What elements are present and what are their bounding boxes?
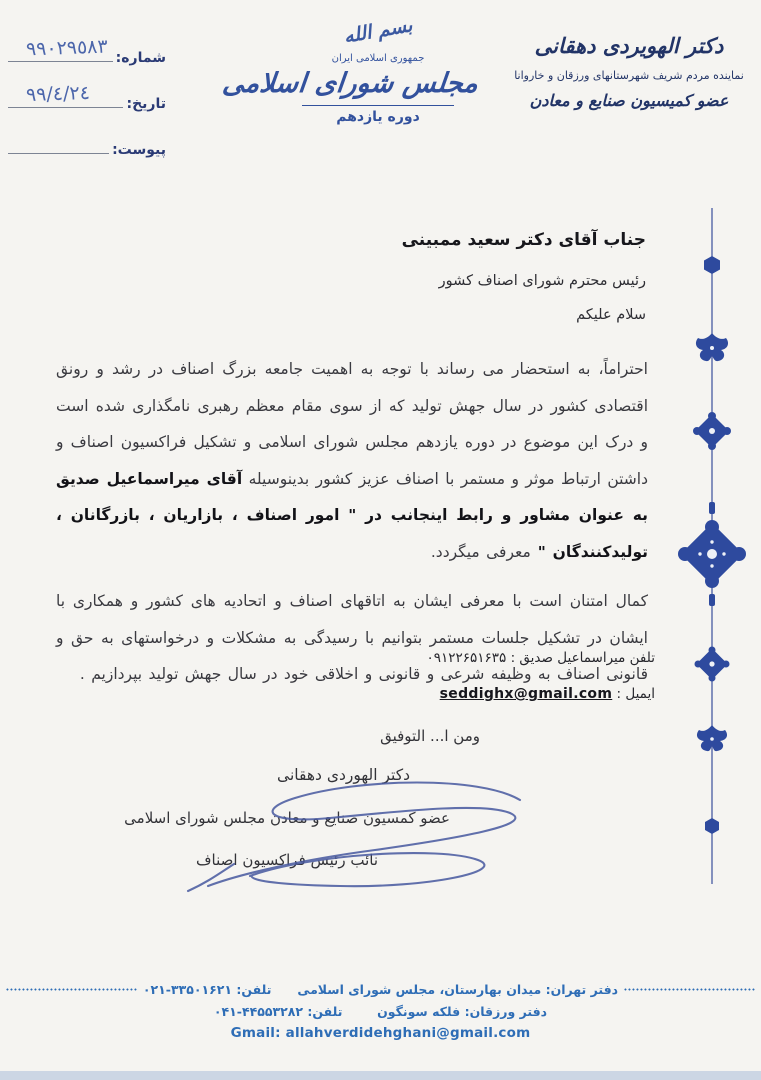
ornament-medallion-icon xyxy=(693,412,731,450)
body-p1-closing-text: معرفی میگردد. xyxy=(430,542,531,561)
letter-body xyxy=(56,351,648,693)
margin-ornament-column xyxy=(677,198,747,888)
recipient-block xyxy=(402,230,646,323)
scan-edge-band xyxy=(0,1071,761,1080)
footer-varzaqan-phone: ۰۴۱-۴۴۵۵۳۲۸۲ xyxy=(213,1004,303,1019)
sender-title-representative: نماینده مردم شریف شهرستانهای ورزقان و خاروانا xyxy=(514,69,744,82)
handwritten-signature xyxy=(160,772,550,897)
footer-varzaqan-phone-label: تلفن: xyxy=(307,1004,343,1019)
signature-stroke-tail xyxy=(188,864,234,891)
sender-letterhead xyxy=(503,34,755,110)
letter-number-value: ٩٩٠٢٩٥٨٣ xyxy=(25,35,108,61)
footer-tehran-line xyxy=(0,982,761,997)
body-p1-text: احتراماً، به استحضار می رساند با توجه به اهمیت جامعه بزرگ اصناف در رشد و رونق اقتصادی کشور در سال جهش تولید که از سوی مقام معظم رهبری نامگذاری شده است و درک این موضوع در دوره یازدهم مجلس شورای اسلامی و تشکیل فراکسیون اصناف و داشتن ارتباط موثر و مستمر با اصناف عزیز کشور بدینوسیله xyxy=(56,360,649,488)
contact-email-row xyxy=(427,686,655,702)
closing-signatory-title-fraction: نائب رئیس فراکسیون اصناف xyxy=(196,851,378,869)
contact-phone-row xyxy=(427,650,655,666)
contact-email-label: ایمیل : xyxy=(616,686,655,702)
letter-date-row xyxy=(6,68,166,114)
letter-number-label: شماره: xyxy=(115,50,166,66)
footer-tehran-office: دفتر تهران: میدان بهارستان، مجلس شورای اسلامی xyxy=(297,982,619,997)
closing-signatory-title-commission: عضو کمسیون صنایع و معادن مجلس شورای اسلامی xyxy=(124,809,450,827)
footer-gmail-line: Gmail: allahverdidehghani@gmail.com xyxy=(230,1025,531,1041)
letter-attachment-label: پیوست: xyxy=(112,142,166,158)
footer-varzaqan-office: دفتر ورزقان: فلکه سونگون xyxy=(377,1004,548,1019)
body-paragraph-2: کمال امتنان است با معرفی ایشان به اتاقهای اصناف و اتحادیه های کشور و همکاری با ایشان در تشکیل جلسات مستمر بتوانیم با رسیدگی به مشکلات و درخواستهای به حق و قانونی اصناف به وظیفه شرعی و قانونی و اخلاقی خود در سال جهش تولید بپردازیم . xyxy=(56,592,648,683)
letter-attachment-line xyxy=(8,152,109,154)
sender-name: دکتر الهویردی دهقانی xyxy=(534,34,724,58)
recipient-title: رئیس محترم شورای اصناف کشور xyxy=(438,273,646,289)
closing-benediction: ومن ا... التوفیق xyxy=(380,727,480,745)
recipient-name: جناب آقای دکتر سعید ممبینی xyxy=(401,230,646,250)
signature-stroke-loop xyxy=(250,853,484,886)
body-p1-bold-introduction: آقای میراسماعیل صدیق به عنوان مشاور و رابط اینجانب در " امور اصناف ، بازاریان ، بازرگانان ، تولیدکنندگان " xyxy=(56,469,648,561)
bismillah-calligraphy: بسم الله xyxy=(342,14,414,48)
dotted-divider xyxy=(623,988,756,991)
letter-date-value: ٩٩/٤/٢٤ xyxy=(25,81,91,107)
emblem-term-text: دوره یازدهم xyxy=(336,108,420,125)
letter-attachment-row xyxy=(6,114,166,160)
signature-stroke-main xyxy=(208,783,520,887)
dotted-divider xyxy=(5,988,138,991)
footer-tehran-phone-label: تلفن: xyxy=(236,982,272,997)
footer-varzaqan-line xyxy=(0,1004,761,1019)
emblem-assembly-calligraphy: مجلس شورای اسلامی xyxy=(220,68,480,99)
contact-email-address: seddighx@gmail.com xyxy=(439,686,613,702)
letter-number-row xyxy=(6,22,166,68)
emblem-divider xyxy=(302,105,454,106)
body-paragraph-1 xyxy=(56,351,648,570)
greeting-line: سلام علیکم xyxy=(576,307,646,323)
ornament-medallion-icon xyxy=(695,647,730,682)
footer-letterhead xyxy=(0,982,761,1041)
letter-number-line xyxy=(8,60,113,62)
majlis-emblem xyxy=(220,10,480,125)
contact-phone-label: تلفن میراسماعیل صدیق : xyxy=(510,650,655,666)
letter-meta xyxy=(6,22,166,160)
emblem-republic-text: جمهوری اسلامی ایران xyxy=(331,53,425,64)
contact-phone-number: ۰۹۱۲۲۶۵۱۶۳۵ xyxy=(426,650,507,666)
ornament-hexagon-icon xyxy=(705,818,719,834)
ornament-hexagon-icon xyxy=(704,256,720,274)
contact-block xyxy=(427,650,655,702)
footer-tehran-phone: ۰۲۱-۳۳۵۰۱۶۲۱ xyxy=(142,982,233,997)
letter-date-line xyxy=(8,106,123,108)
letter-date-label: تاریخ: xyxy=(126,96,166,112)
closing-signatory-name: دکتر الهوردی دهقانی xyxy=(277,766,410,784)
sender-title-commission: عضو کمیسیون صنایع و معادن xyxy=(529,91,729,110)
